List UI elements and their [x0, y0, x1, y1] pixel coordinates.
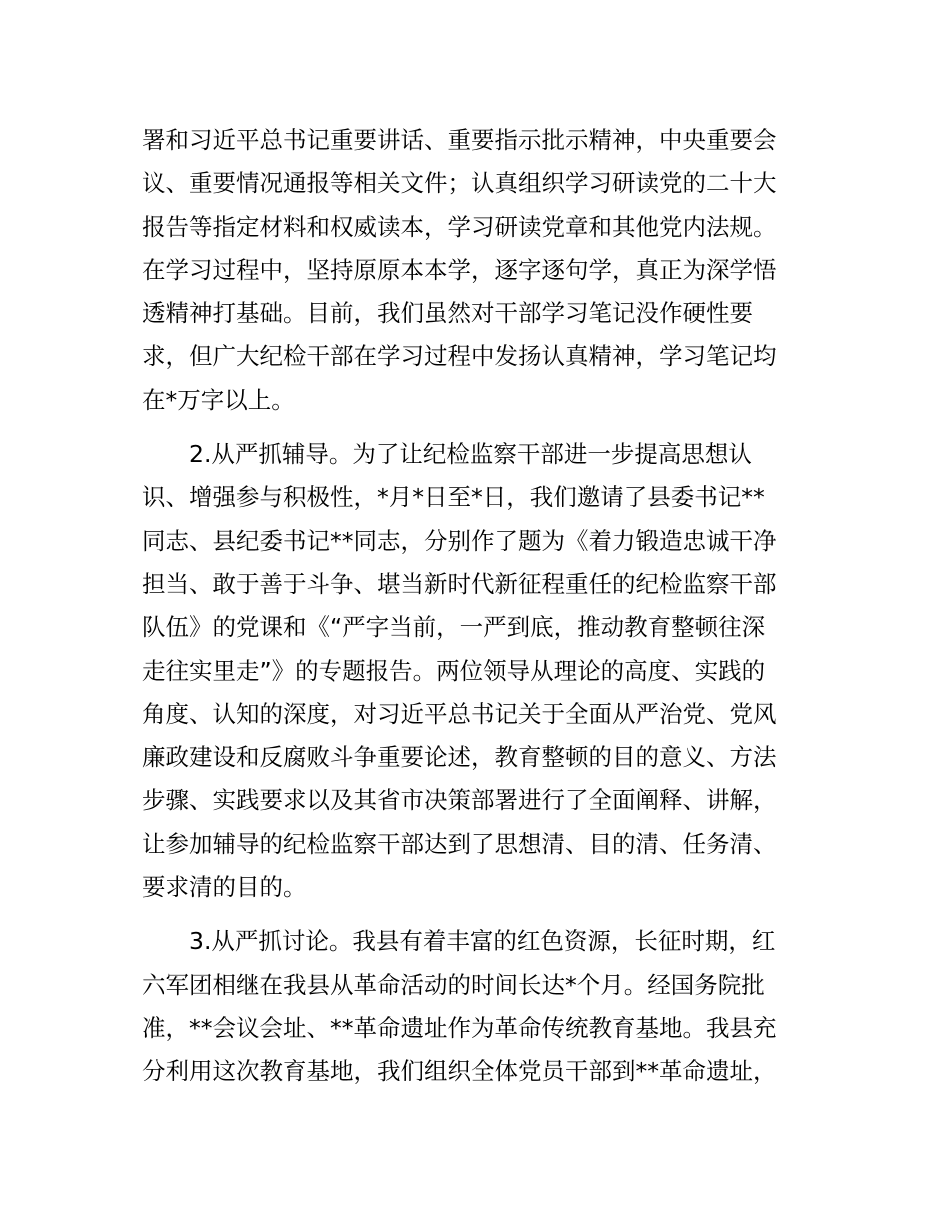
paragraph-spacer — [142, 909, 814, 920]
text-line: 准，**会议会址、**革命遗址作为革命传统教育基地。我县充 — [142, 1013, 777, 1042]
document-body — [142, 119, 814, 1094]
paragraph-1 — [142, 119, 814, 422]
paragraph-3 — [142, 920, 814, 1093]
text-line: 廉政建设和反腐败斗争重要论述，教育整顿的目的意义、方法 — [142, 743, 777, 772]
text-line: 要求清的目的。 — [142, 873, 307, 902]
text-line: 分利用这次教育基地，我们组织全体党员干部到**革命遗址， — [142, 1057, 777, 1086]
text-line: 同志、县纪委书记**同志，分别作了题为《着力锻造忠诚干净 — [142, 526, 777, 555]
text-line: 走往实里走”》的专题报告。两位领导从理论的高度、实践的 — [142, 656, 766, 685]
text-line: 六军团相继在我县从革命活动的时间长达*个月。经国务院批 — [142, 970, 765, 999]
text-line: 队伍》的党课和《“严字当前，一严到底，推动教育整顿往深 — [142, 613, 766, 642]
text-line-first: 3.从严抓讨论。我县有着丰富的红色资源，长征时期，红 — [189, 927, 776, 956]
text-line: 在学习过程中，坚持原原本本学，逐字逐句学，真正为深学悟 — [142, 255, 777, 284]
text-line: 担当、敢于善于斗争、堪当新时代新征程重任的纪检监察干部 — [142, 569, 777, 598]
text-line: 署和习近平总书记重要讲话、重要指示批示精神，中央重要会 — [142, 126, 777, 154]
text-line: 识、增强参与积极性，*月*日至*日，我们邀请了县委书记** — [142, 483, 765, 512]
text-line: 角度、认知的深度，对习近平总书记关于全面从严治党、党风 — [142, 699, 777, 728]
text-line-first: 2.从严抓辅导。为了让纪检监察干部进一步提高思想认 — [189, 440, 752, 469]
text-line: 报告等指定材料和权威读本，学习研读党章和其他党内法规。 — [142, 212, 777, 241]
text-line: 让参加辅导的纪检监察干部达到了思想清、目的清、任务清、 — [142, 829, 777, 858]
paragraph-spacer — [142, 422, 814, 433]
text-line: 求，但广大纪检干部在学习过程中发扬认真精神，学习笔记均 — [142, 342, 777, 371]
text-line: 在*万字以上。 — [142, 385, 295, 414]
text-line: 议、重要情况通报等相关文件；认真组织学习研读党的二十大 — [142, 169, 777, 198]
text-line: 步骤、实践要求以及其省市决策部署进行了全面阐释、讲解， — [142, 786, 777, 815]
paragraph-2 — [142, 433, 814, 909]
text-line: 透精神打基础。目前，我们虽然对干部学习笔记没作硬性要 — [142, 299, 753, 328]
